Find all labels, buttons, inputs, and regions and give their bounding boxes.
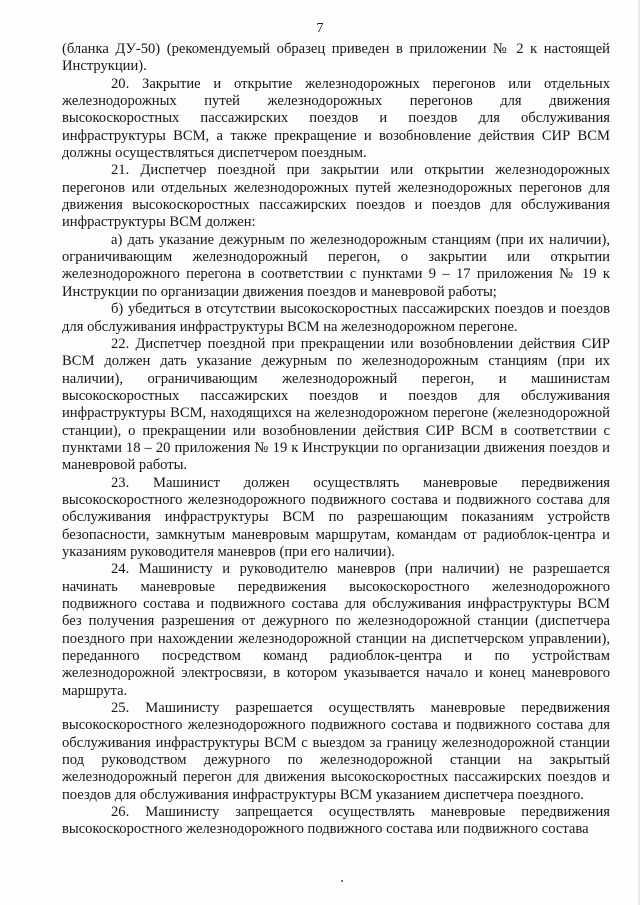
paragraph-24: 24. Машинисту и руководителю маневров (при наличии) не разрешается начинать маневровые передвижения высокоскоростного железнодорожного подвижного состава и подвижного состава для обслуживания инфраструктуры ВСМ без получения разрешения от дежурного по железнодорожной станции (диспетчера поездного при нахождении железнодорожной станции на диспетчерском управлении), переданного посредством команд радиоблок-центра и по устройствам железнодорожной электросвязи, в котором указывается начало и конец маневрового маршрута.: [62, 561, 610, 699]
paragraph-22: 22. Диспетчер поездной при прекращении или возобновлении действия СИР ВСМ должен дать указание дежурным по железнодорожным станциям (при их наличии), ограничивающим железнодорожный перегон, и машинистам высокоскоростных пассажирских поездов и поездов для обслуживания инфраструктуры ВСМ, находящихся на железнодорожном перегоне (железнодорожной станции), о прекращении или возобновлении действия СИР ВСМ в соответствии с пунктами 18 – 20 приложения № 19 к Инструкции по организации движения поездов и маневровой работы.: [62, 335, 610, 474]
document-body: [62, 41, 610, 839]
paragraph-21-a: а) дать указание дежурным по железнодорожным станциям (при их наличии), ограничивающим железнодорожный перегон, о закрытии или открытии железнодорожного перегона в соответствии с пунктами 9 – 17 приложения № 19 к Инструкции по организации движения поездов и маневровой работы;: [62, 231, 610, 300]
page-number: 7: [316, 21, 324, 36]
paragraph-21-b: б) убедиться в отсутствии высокоскоростных пассажирских поездов и поездов для обслуживания инфраструктуры ВСМ на железнодорожном перегоне.: [62, 301, 610, 335]
paragraph-continuation: (бланка ДУ-50) (рекомендуемый образец приведен в приложении № 2 к настоящей Инструкции).: [62, 41, 610, 75]
paragraph-21: 21. Диспетчер поездной при закрытии или открытии железнодорожных перегонов или отдельных железнодорожных путей железнодорожных перегонов для движения высокоскоростных пассажирских поездов и поездов для обслуживания инфраструктуры ВСМ должен:: [62, 162, 610, 231]
paragraph-25: 25. Машинисту разрешается осуществлять маневровые передвижения высокоскоростного железнодорожного подвижного состава и подвижного состава для обслуживания инфраструктуры ВСМ с выездом за границу железнодорожной станции под руководством дежурного по железнодорожной станции на закрытый железнодорожный перегон для движения высокоскоростных пассажирских поездов и поездов для обслуживания инфраструктуры ВСМ указанием диспетчера поездного.: [62, 700, 610, 803]
paragraph-23: 23. Машинист должен осуществлять маневровые передвижения высокоскоростного железнодорожного подвижного состава и подвижного состава для обслуживания инфраструктуры ВСМ по разрешающим показаниям устройств безопасности, замкнутым маневровым маршрутам, командам от радиоблок-центра и указаниям руководителя маневров (при его наличии).: [62, 474, 610, 560]
paragraph-20: 20. Закрытие и открытие железнодорожных перегонов или отдельных железнодорожных путей железнодорожных перегонов для движения высокоскоростных пассажирских поездов и поездов для обслуживания инфраструктуры ВСМ, а также прекращение и возобновление действия СИР ВСМ должны осуществляться диспетчером поездным.: [62, 75, 610, 162]
paragraph-26: 26. Машинисту запрещается осуществлять маневровые передвижения высокоскоростного железнодорожного подвижного состава или подвижного состава: [62, 804, 610, 838]
scan-speck: [341, 880, 343, 882]
